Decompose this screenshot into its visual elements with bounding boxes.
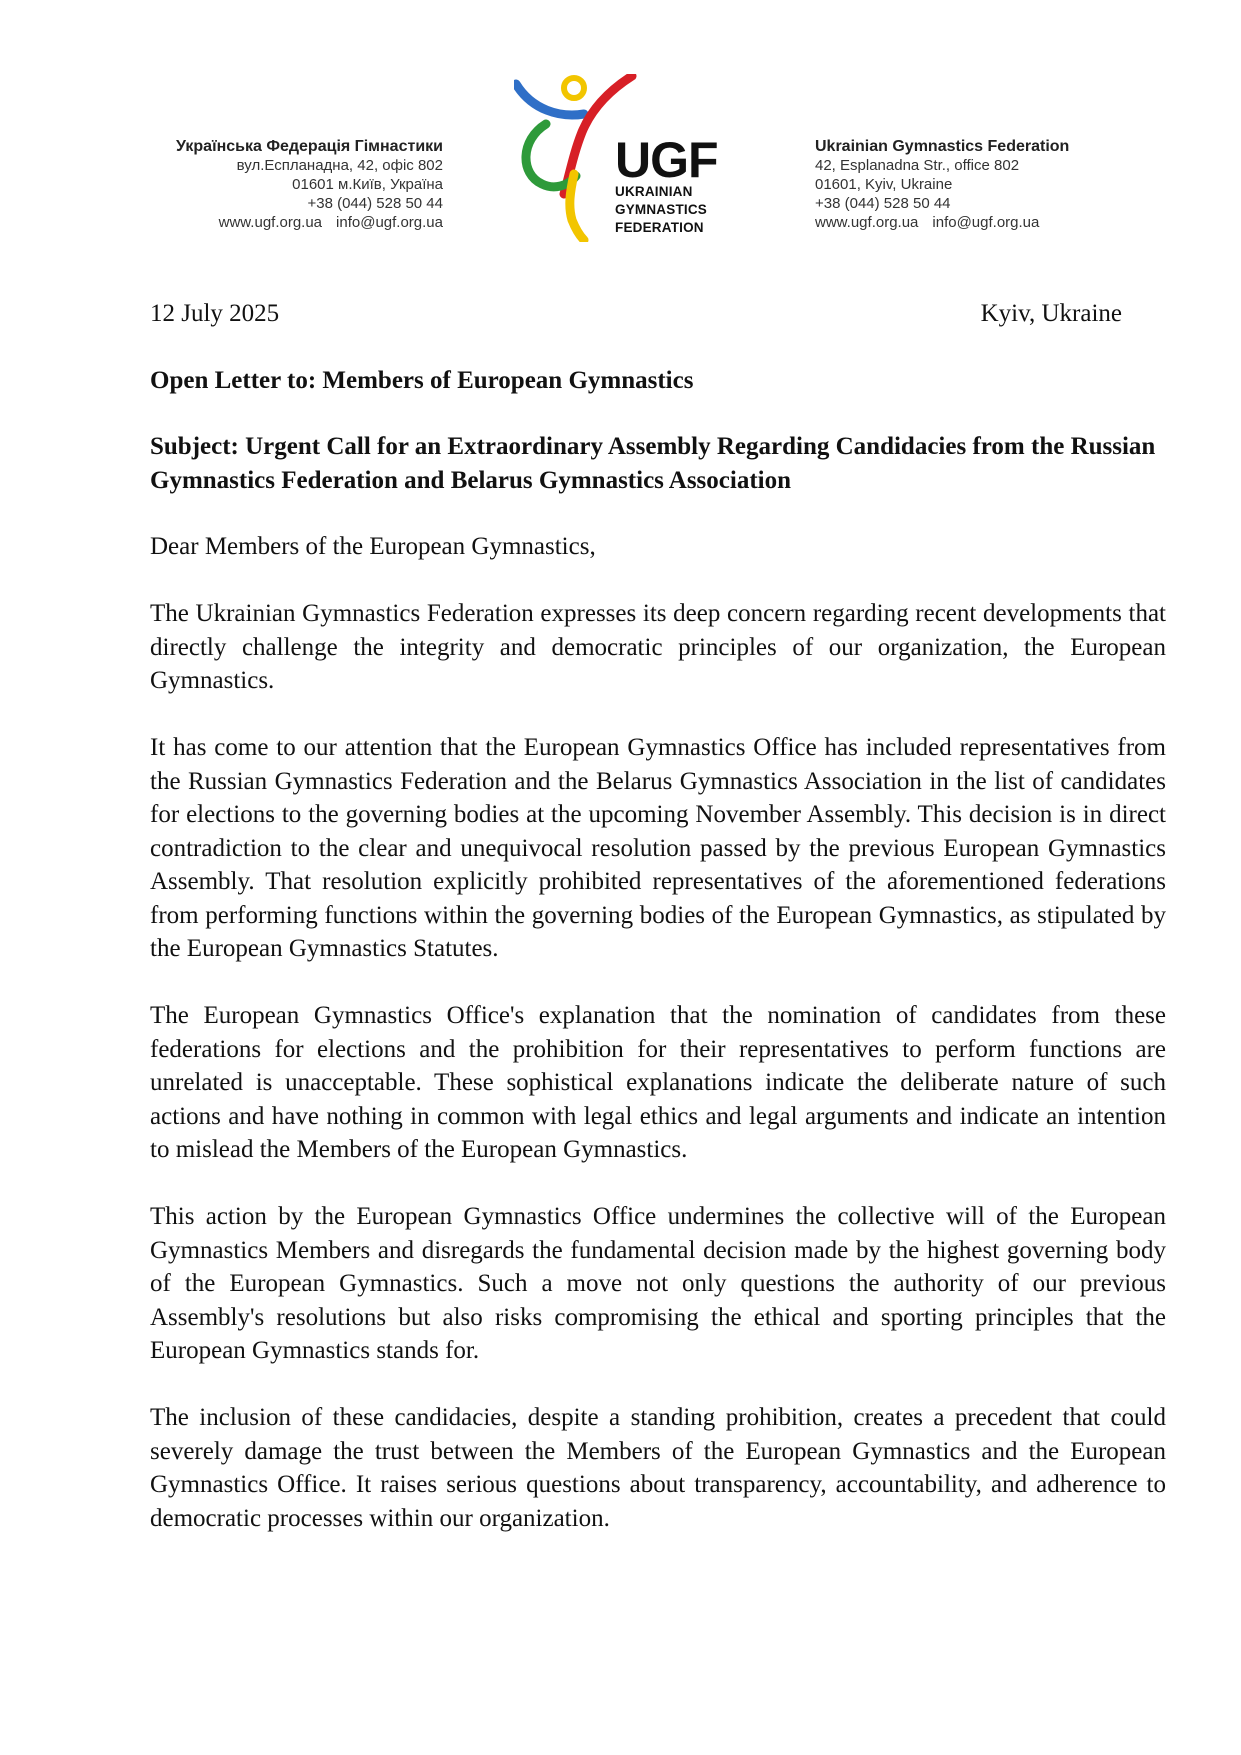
letterhead [0,0,1241,250]
logo-line-1: UKRAINIAN [615,184,693,199]
logo-abbreviation: UGF [615,132,718,188]
web-contacts-english [815,213,1069,232]
paragraph: It has come to our attention that the European Gymnastics Office has included representatives from the Russian Gymnastics Federation and the Belarus Gymnastics Association in the list of candidates for elections to the governing bodies at the upcoming November Assembly. This decision is in direct contradiction to the clear and unequivocal resolution passed by the previous European Gymnastics Assembly. That resolution explicitly prohibited representatives of the aforementioned federations from performing functions within the governing bodies of the European Gymnastics, as stipulated by the European Gymnastics Statutes. [150,734,1166,962]
email-link-english[interactable]: info@ugf.org.ua [932,214,1040,231]
date-place-row [150,297,1166,331]
address-line-2-ukrainian: 01601 м.Київ, Україна [292,176,443,193]
paragraph: The inclusion of these candidacies, despite a standing prohibition, creates a precedent that could severely damage the trust between the Members of the European Gymnastics and the European Gymnastics Office. It raises serious questions about transparency, accountability, and adherence to democratic processes within our organization. [150,1404,1166,1532]
paragraph: The Ukrainian Gymnastics Federation expresses its deep concern regarding recent developments that directly challenge the integrity and democratic principles of our organization, the European Gymnastics. [150,600,1166,694]
website-link-english[interactable]: www.ugf.org.ua [815,214,919,231]
address-line-1-ukrainian: вул.Еспланадна, 42, офіс 802 [236,157,443,174]
letter-date: 12 July 2025 [150,300,280,327]
letter-salutation: Dear Members of the European Gymnastics, [150,533,596,560]
web-contacts-ukrainian [176,213,443,232]
letter-addressee: Open Letter to: Members of European Gymnastics [150,366,694,394]
org-name-ukrainian: Українська Федерація Гімнастики [176,138,443,155]
logo-line-3: FEDERATION [615,220,704,235]
letter-body [150,297,1166,1569]
letterhead-english-contact [815,137,1069,232]
logo-head-circle [564,78,584,98]
letterhead-ukrainian-contact [176,137,443,232]
phone-ukrainian: +38 (044) 528 50 44 [307,195,443,212]
paragraph: This action by the European Gymnastics Office undermines the collective will of the European Gymnastics Members and disregards the fundamental decision made by the highest governing body of the European Gymnastics. Such a move not only questions the authority of our previous Assembly's resolutions but also risks compromising the ethical and sporting principles that the European Gymnastics stands for. [150,1203,1166,1364]
address-line-1-english: 42, Esplanadna Str., office 802 [815,157,1020,174]
website-link-ukrainian[interactable]: www.ugf.org.ua [218,214,323,231]
org-name-english: Ukrainian Gymnastics Federation [815,138,1070,155]
logo-line-2: GYMNASTICS [615,202,708,217]
address-line-2-english: 01601, Kyiv, Ukraine [815,176,953,193]
logo-leg-stroke [570,174,584,240]
paragraph: The European Gymnastics Office's explanation that the nomination of candidates from these federations for elections and the prohibition for their representatives to perform functions are unrelated is unacceptable. These sophistical explanations indicate the deliberate nature of such actions and have nothing in common with legal ethics and legal arguments and indicate an intention to mislead the Members of the European Gymnastics. [150,1002,1166,1163]
email-link-ukrainian[interactable]: info@ugf.org.ua [336,214,443,231]
letter-subject: Subject: Urgent Call for an Extraordinary Assembly Regarding Candidacies from the Russian Gymnastics Federation and Belarus Gymnastics Association [150,433,1156,494]
logo-hook-stroke [526,124,576,187]
ugf-logo-wordmark [615,132,718,236]
letter-place: Kyiv, Ukraine [980,300,1122,327]
phone-english: +38 (044) 528 50 44 [815,195,951,212]
